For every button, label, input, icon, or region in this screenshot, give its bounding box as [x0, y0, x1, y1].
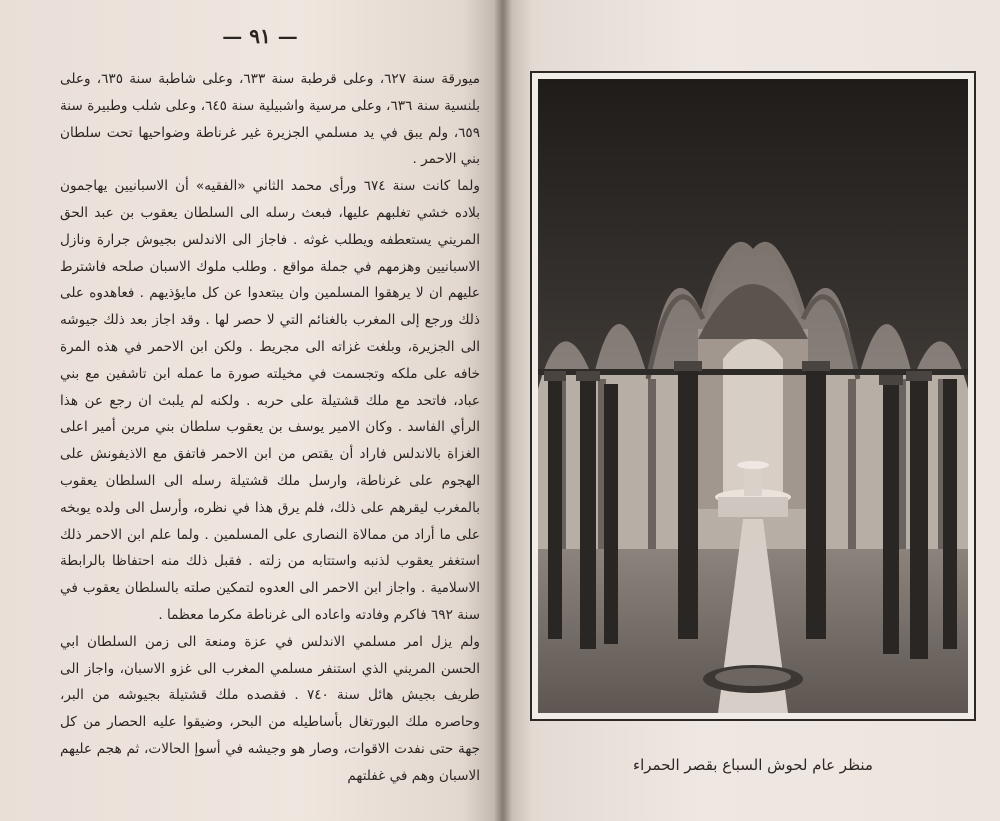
book-gutter: [494, 0, 512, 821]
photo-frame: [530, 71, 976, 721]
page-body-text: [60, 66, 480, 790]
right-page: [503, 0, 1000, 821]
photo-caption: منظر عام لحوش السباع بقصر الحمراء: [633, 756, 873, 774]
paragraph-1: ميورقة سنة ٦٢٧، وعلى قرطبة سنة ٦٣٣، وعلى شاطبة سنة ٦٣٥، وعلى بلنسية سنة ٦٣٦، وعلى مرسية واشبيلية سنة ٦٤٥، وعلى شلب وطبيرة سنة ٦٥٩، ولم يبق في يد مسلمي الجزيرة غير غرناطة وضواحيها تحت سلطان بني الاحمر .: [60, 71, 481, 168]
page-number: — ٩١ —: [222, 24, 298, 48]
paragraph-3: ولم يزل امر مسلمي الاندلس في عزة ومنعة الى زمن السلطان ابي الحسن المريني الذي استنفر مسلمي المغرب الى غزو الاسبان، واجاز الى طريف بجيش هائل سنة ٧٤٠ . فقصده ملك قشتيلة بجيوشه من البر، وحاصره ملك البورتغال بأساطيله من البحر، وضيقوا عليه الحصار من كل جهة حتى نفدت الاقوات، وصار هو وجيشه في أسوإ الحالات، ثم هجم عليهم الاسبان وهم في غفلتهم: [60, 633, 480, 784]
paragraph-2: ولما كانت سنة ٦٧٤ ورأى محمد الثاني «الفقيه» أن الاسبانيين يهاجمون بلاده خشي تغلبهم عليها، فبعث رسله الى السلطان يعقوب بن عبد الحق المريني يستعطفه ويطلب غوثه . فاجاز الى الاندلس بجيوش جرارة ونازل الاسبانيين وهزمهم في جملة مواقع . وطلب ملوك الاسبان صلحه فاشترط عليهم ان لا يرهقوا المسلمين وان يبتعدوا عن كل مايؤذيهم . فعاهدوه على ذلك ورجع إلى المغرب بالغنائم التي لا حصر لها . وقد اجاز بعد ذلك جيوشه الى الجزيرة، وبلغت غزاته الى مجريط . ولكن ابن الاحمر في هذه المرة خافه على ملكه وتجسمت في مخيلته صورة ما عمله ابن تاشفين مع بني عباد، فاتحد مع ملك قشتيلة على حربه . ولكنه لم يلبث ان رجع عن هذا الرأي الفاسد . وكان الامير يوسف بن يعقوب سلطان بني مرين أمير اعلى الغزاة بالاندلس فاراد أن يقتص من ابن الاحمر فاتفق مع الاذيفونش على الهجوم على غرناطة، وارسل ملك قشتيلة رسله الى السلطان يعقوب بالمغرب ليقرهم على ذلك، فلم يرق هذا في نظره، وأرسل الى ولده يوبخه على ما أراد من ممالاة النصارى على المسلمين . ولما علم ابن الاحمر ذلك استغفر يعقوب لذنبه واستتابه من زلته . فقبل ذلك منه احتفاظا بالرابطة الاسلامية . واجاز ابن الاحمر الى العدوه لتمكين صلته بالسلطان يعقوب في سنة ٦٩٢ فاكرم وفادته واعاده الى غرناطة مكرما معظما .: [60, 178, 480, 623]
court-of-lions-photo: [538, 79, 968, 713]
